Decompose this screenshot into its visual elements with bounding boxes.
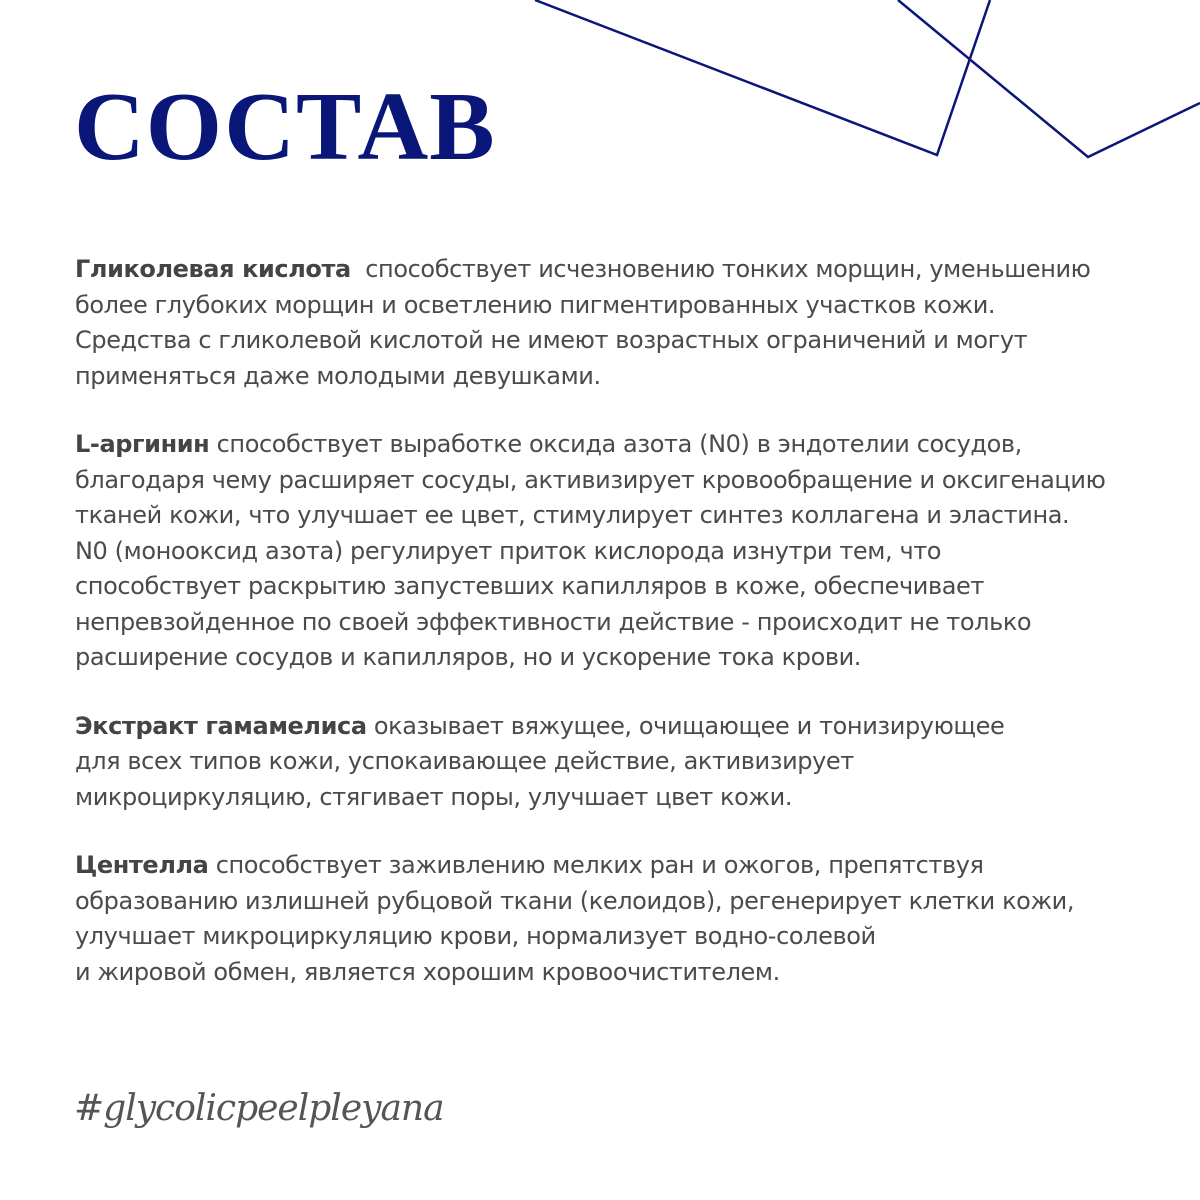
ingredient-term: L-аргинин (75, 430, 210, 458)
ingredient-term: Гликолевая кислота (75, 255, 351, 283)
ingredient-glycolic-acid: Гликолевая кислота способствует исчезновению тонких морщин, уменьшению более глубоких морщин и осветлению пигментированных участков кожи. Средства с гликолевой кислотой не имеют возрастных ограничений и могут применяться даже молодыми девушками. (75, 255, 1091, 390)
ingredient-term: Центелла (75, 851, 209, 879)
ingredient-witch-hazel: Экстракт гамамелиса оказывает вяжущее, очищающее и тонизирующее для всех типов кожи, успокаивающее действие, активизирует микроциркуляцию, стягивает поры, улучшает цвет кожи. (75, 711, 1005, 811)
ingredient-centella: Центелла способствует заживлению мелких ран и ожогов, препятствуя образованию излишней рубцовой ткани (келоидов), регенерирует клетки кожи, улучшает микроциркуляцию крови, нормализует водно-солевой и жировой обмен, является хорошим кровоочистителем. (75, 851, 1075, 986)
page-title: СОСТАВ (74, 73, 496, 181)
ingredient-l-arginine: L-аргинин способствует выработке оксида азота (N0) в эндотелии сосудов, благодаря чему расширяет сосуды, активизирует кровообращение и оксигенацию тканей кожи, что улучшает ее цвет, стимулирует синтез коллагена и эластина. N0 (монооксид азота) регулирует приток кислорода изнутри тем, что способствует раскрытию запустевших капилляров в коже, обеспечивает непревзойденное по своей эффективности действие - происходит не только расширение сосудов и капилляров, но и ускорение тока крови. (75, 430, 1106, 671)
hashtag: #glycolicpeelpleyana (74, 1088, 444, 1129)
ingredient-term: Экстракт гамамелиса (75, 711, 367, 740)
ingredients-list (75, 252, 1185, 1023)
decorative-line-left (535, 0, 990, 155)
